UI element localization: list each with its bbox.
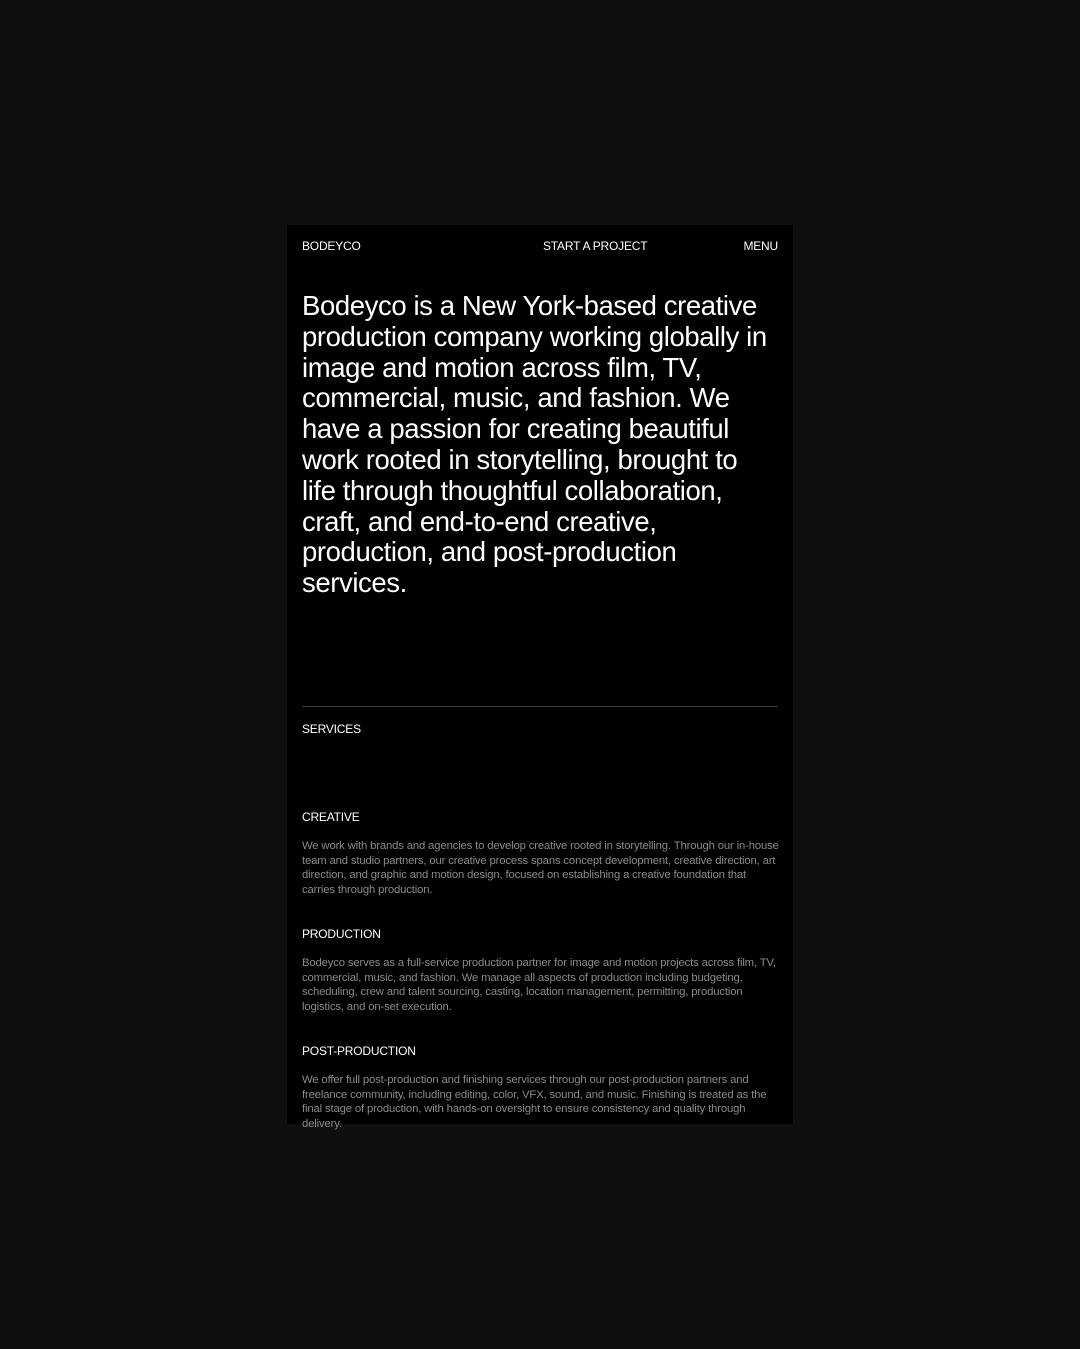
menu-button[interactable]: MENU [743, 239, 778, 253]
service-description-production: Bodeyco serves as a full-service production partner for image and motion projects across film, TV, commercial, music, and fashion. We manage all aspects of production including budgeting, scheduling, crew and talent sourcing, casting, location management, permitting, production logistics, and on-set execution. [302, 957, 776, 1014]
intro-statement: Bodeyco is a New York-based creative production company working globally in image and motion across film, TV, commercial, music, and fashion. We have a passion for creating beautiful work rooted in storytelling, brought to life through thoughtful collaboration, craft, and end-to-end creative, production, and post-production services. [302, 290, 767, 599]
logo-link[interactable]: BODEYCO [302, 239, 361, 253]
top-nav [302, 239, 778, 257]
services-heading: SERVICES [302, 722, 361, 736]
service-title-post-production: POST-PRODUCTION [302, 1044, 416, 1058]
section-divider [302, 706, 778, 707]
service-title-production: PRODUCTION [302, 927, 381, 941]
service-description-creative: We work with brands and agencies to develop creative rooted in storytelling. Through our in-house team and studio partners, our creative process spans concept development, creative direction, art direction, and graphic and motion design, focused on establishing a creative foundation that carries through production. [302, 840, 779, 897]
service-title-creative: CREATIVE [302, 810, 360, 824]
service-description-post-production: We offer full post-production and finishing services through our post-production partners and freelance community, including editing, color, VFX, sound, and music. Finishing is treated as the final stage of production, with hands-on oversight to ensure consistency and quality through delivery. [302, 1074, 767, 1131]
start-project-link[interactable]: START A PROJECT [543, 239, 648, 253]
mobile-page [287, 225, 793, 1131]
